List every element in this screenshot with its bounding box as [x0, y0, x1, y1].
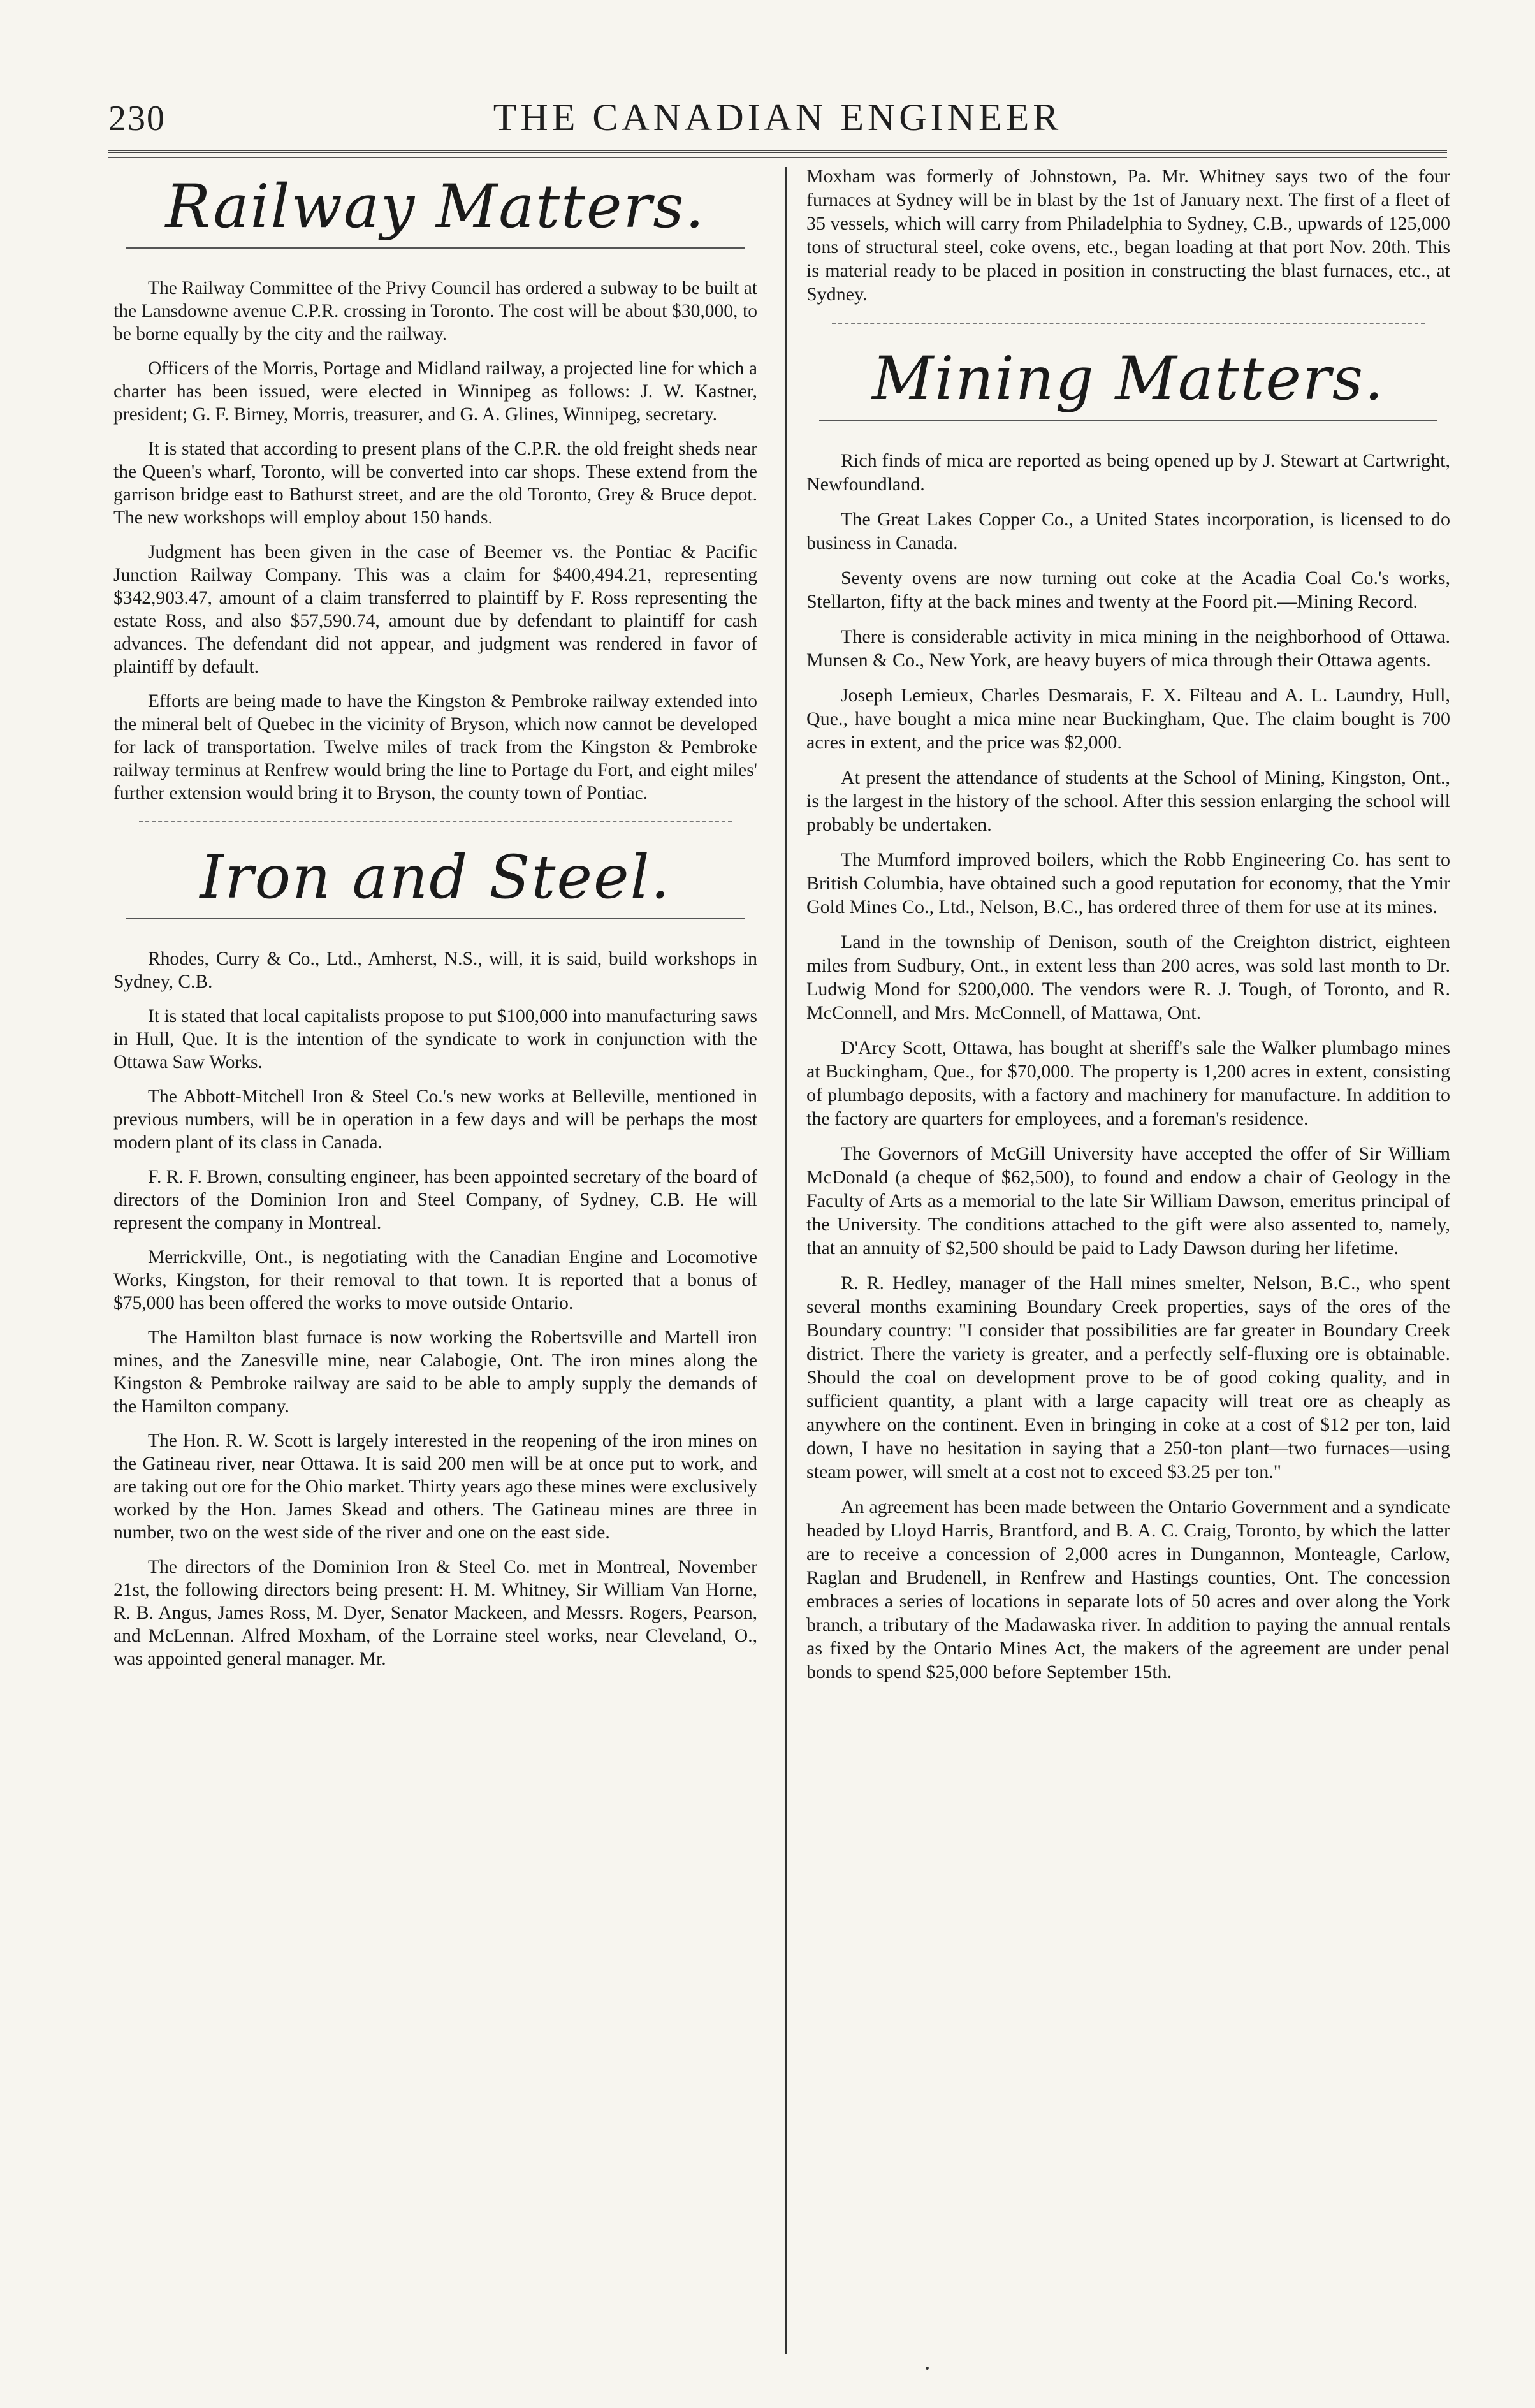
article-paragraph: The Railway Committee of the Privy Council has ordered a subway to be built at the Lansdowne avenue C.P.R. crossing in Toronto. The cost will be about $30,000, to be borne equally by the city and the railway. [113, 278, 757, 344]
article-paragraph: R. R. Hedley, manager of the Hall mines smelter, Nelson, B.C., who spent several months examining Boundary Creek properties, says of the ores of the Boundary country: "I consider that possibilities are far greater in Boundary Creek district. There the variety is greater, and a perfectly self-fluxing ore is obtainable. Should the coal on development prove to be of good coking quality, and in sufficient quantity, a plant with a large capacity will treat ore as cheaply as anywhere on the continent. Even in bringing in coke at a cost of $12 per ton, laid down, I have no hesitation in saying that a 250-ton plant—two furnaces—using steam power, will smelt at a cost not to exceed $3.25 per ton." [806, 1273, 1450, 1482]
heading-rule [126, 918, 745, 919]
article-paragraph: There is considerable activity in mica mining in the neighborhood of Ottawa. Munsen & Co., New York, are heavy buyers of mica through their Ottawa agents. [806, 626, 1450, 671]
column-divider [785, 167, 787, 2354]
running-title: THE CANADIAN ENGINEER [493, 96, 1063, 138]
section-separator [832, 323, 1425, 324]
article-paragraph: D'Arcy Scott, Ottawa, has bought at sheriff's sale the Walker plumbago mines at Buckingham, Que., for $70,000. The property is 1,200 acres in extent, consisting of plumbago deposits, with a factory and machinery for manufacture. In addition to the factory are quarters for employees, and a foreman's residence. [806, 1037, 1450, 1129]
article-paragraph: It is stated that local capitalists propose to put $100,000 into manufacturing saws in Hull, Que. It is the intention of the syndicate to work in conjunction with the Ottawa Saw Works. [113, 1006, 757, 1072]
article-paragraph: The Abbott-Mitchell Iron & Steel Co.'s new works at Belleville, mentioned in previous numbers, will be in operation in a few days and will be perhaps the most modern plant of its class in Canada. [113, 1086, 757, 1153]
article-paragraph: At present the attendance of students at the School of Mining, Kingston, Ont., is the largest in the history of the school. After this session enlarging the school will probably be undertaken. [806, 767, 1450, 835]
article-paragraph: Officers of the Morris, Portage and Midland railway, a projected line for which a charter has been issued, were elected in Winnipeg as follows: J. W. Kastner, president; G. F. Birney, Morris, treasurer, and G. A. Glines, Winnipeg, secretary. [113, 358, 757, 425]
article-paragraph: Land in the township of Denison, south of the Creighton district, eighteen miles from Sudbury, Ont., in extent less than 200 acres, was sold last month to Dr. Ludwig Mond for $200,000. The vendors were R. J. Tough, of Toronto, and R. McConnell, and Mrs. McConnell, of Mattawa, Ont. [806, 931, 1450, 1023]
section-separator [139, 821, 732, 822]
page-number: 230 [108, 99, 166, 138]
article-paragraph: Efforts are being made to have the Kingston & Pembroke railway extended into the mineral belt of Quebec in the vicinity of Bryson, which now cannot be developed for lack of transportation. Twelve miles of track from the Kingston & Pembroke railway terminus at Renfrew would bring the line to Portage du Fort, and eight miles' further extension would bring it to Bryson, the county town of Pontiac. [113, 691, 757, 803]
article-paragraph: Seventy ovens are now turning out coke at the Acadia Coal Co.'s works, Stellarton, fifty at the back mines and twenty at the Foord pit.—Mining Record. [806, 567, 1450, 612]
railway-matters-heading: Railway Matters. [165, 172, 706, 242]
heading-rule [126, 247, 745, 249]
article-paragraph: The Great Lakes Copper Co., a United States incorporation, is licensed to do business in Canada. [806, 509, 1450, 553]
continued-paragraph: Moxham was formerly of Johnstown, Pa. Mr. Whitney says two of the four furnaces at Sydney will be in blast by the 1st of January next. The first of a fleet of 35 vessels, which will carry from Philadelphia to Sydney, C.B., upwards of 125,000 tons of structural steel, coke ovens, etc., began loading at that port Nov. 20th. This is material ready to be placed in position in constructing the blast furnaces, etc., at Sydney. [806, 166, 1450, 305]
print-speck [926, 2367, 929, 2370]
article-paragraph: The Governors of McGill University have accepted the offer of Sir William McDonald (a cheque of $62,500), to found and endow a chair of Geology in the Faculty of Arts as a memorial to the late Sir William Dawson, emeritus principal of the University. The conditions attached to the gift were also assented to, namely, that an annuity of $2,500 should be paid to Lady Dawson during her lifetime. [806, 1143, 1450, 1259]
header-rule [108, 150, 1447, 158]
article-paragraph: Rich finds of mica are reported as being opened up by J. Stewart at Cartwright, Newfoundland. [806, 450, 1450, 495]
article-paragraph: F. R. F. Brown, consulting engineer, has been appointed secretary of the board of directors of the Dominion Iron and Steel Company, of Sydney, C.B. He will represent the company in Montreal. [113, 1167, 757, 1233]
left-column [113, 164, 757, 1682]
article-paragraph: The Hamilton blast furnace is now working the Robertsville and Martell iron mines, and the Zanesville mine, near Calabogie, Ont. The iron mines along the Kingston & Pembroke railway are said to be able to amply supply the demands of the Hamilton company. [113, 1327, 757, 1417]
article-paragraph: Rhodes, Curry & Co., Ltd., Amherst, N.S., will, it is said, build workshops in Sydney, C.B. [113, 949, 757, 992]
mining-matters-heading: Mining Matters. [871, 344, 1385, 414]
article-paragraph: It is stated that according to present plans of the C.P.R. the old freight sheds near the Queen's wharf, Toronto, will be converted into car shops. These extend from the garrison bridge east to Bathurst street, and are the old Toronto, Grey & Bruce depot. The new workshops will employ about 150 hands. [113, 439, 757, 528]
article-paragraph: The Hon. R. W. Scott is largely interested in the reopening of the iron mines on the Gatineau river, near Ottawa. It is said 200 men will be at once put to work, and are taking out ore for the Ohio market. Thirty years ago these mines were exclusively worked by the Hon. James Skead and others. The Gatineau mines are three in number, two on the west side of the river and one on the east side. [113, 1431, 757, 1543]
article-paragraph: Joseph Lemieux, Charles Desmarais, F. X. Filteau and A. L. Laundry, Hull, Que., have bought a mica mine near Buckingham, Que. The claim bought is 700 acres in extent, and the price was $2,000. [806, 685, 1450, 753]
article-paragraph: The Mumford improved boilers, which the Robb Engineering Co. has sent to British Columbia, have obtained such a good reputation for economy, that the Ymir Gold Mines Co., Ltd., Nelson, B.C., has ordered three of them for use at its mines. [806, 849, 1450, 917]
page-header [108, 96, 1447, 140]
article-paragraph: The directors of the Dominion Iron & Steel Co. met in Montreal, November 21st, the following directors being present: H. M. Whitney, Sir William Van Horne, R. B. Angus, James Ross, M. Dyer, Senator Mackeen, and Messrs. Rogers, Pearson, and McLennan. Alfred Moxham, of the Lorraine steel works, near Cleveland, O., was appointed general manager. Mr. [113, 1557, 757, 1669]
right-column [806, 164, 1450, 1695]
article-paragraph: Merrickville, Ont., is negotiating with the Canadian Engine and Locomotive Works, Kingston, for their removal to that town. It is reported that a bonus of $75,000 has been offered the works to move outside Ontario. [113, 1247, 757, 1313]
article-paragraph: Judgment has been given in the case of Beemer vs. the Pontiac & Pacific Junction Railway Company. This was a claim for $400,494.21, representing $342,903.47, amount of a claim transferred to plaintiff by F. Ross representing the estate Ross, and also $57,590.74, amount due by defendant to plaintiff for cash advances. The defendant did not appear, and judgment was rendered in favor of plaintiff by default. [113, 542, 757, 677]
heading-rule [819, 420, 1437, 421]
iron-and-steel-heading: Iron and Steel. [200, 843, 671, 912]
article-paragraph: An agreement has been made between the Ontario Government and a syndicate headed by Lloyd Harris, Brantford, and B. A. C. Craig, Toronto, by which the latter are to receive a concession of 2,000 acres in Dungannon, Monteagle, Carlow, Raglan and Brudenell, in Renfrew and Hastings counties, Ont. The concession embraces a series of locations in separate lots of 50 acres and over along the York branch, a tributary of the Madawaska river. In addition to paying the annual rentals as fixed by the Ontario Mines Act, the makers of the agreement are under penal bonds to spend $25,000 before September 15th. [806, 1496, 1450, 1682]
